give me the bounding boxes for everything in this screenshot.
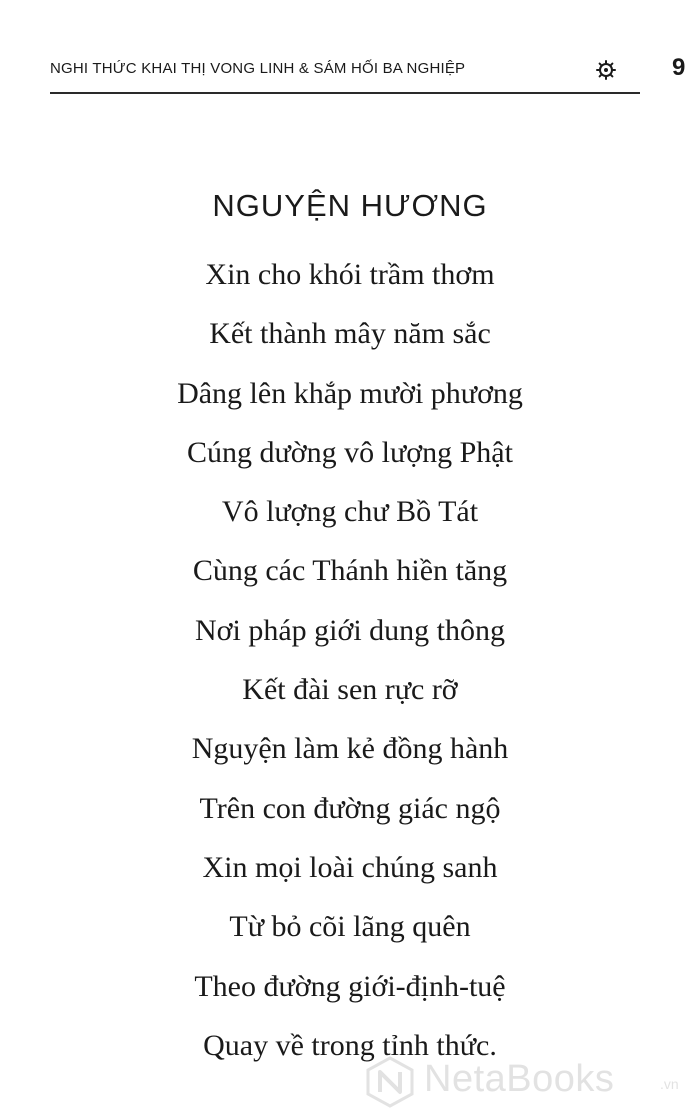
- poem-line: Kết đài sen rực rỡ: [242, 673, 458, 707]
- poem-line: Cùng các Thánh hiền tăng: [192, 554, 508, 588]
- running-header: [50, 54, 686, 94]
- page-number: 9: [672, 54, 686, 81]
- poem-title: NGUYỆN HƯƠNG: [212, 188, 488, 223]
- poem-line: Nơi pháp giới dung thông: [194, 613, 506, 647]
- poem-line: Trên con đường giác ngộ: [199, 791, 501, 825]
- poem-line: Từ bỏ cõi lãng quên: [229, 910, 471, 944]
- poem-line: Xin cho khói trầm thơm: [205, 258, 495, 291]
- watermark-suffix: .vn: [660, 1076, 679, 1092]
- netabooks-watermark: [364, 1052, 694, 1108]
- poem-line: Dâng lên khắp mười phương: [177, 376, 523, 410]
- header-title: NGHI THỨC KHAI THỊ VONG LINH & SÁM HỐI BA NGHIỆP: [50, 60, 466, 77]
- dharma-wheel-icon: [596, 60, 616, 80]
- poem-line: Quay về trong tỉnh thức.: [203, 1028, 497, 1062]
- poem-line: Theo đường giới-định-tuệ: [194, 969, 506, 1003]
- poem-line: Xin mọi loài chúng sanh: [202, 850, 498, 884]
- poem-line: Cúng dường vô lượng Phật: [187, 435, 513, 469]
- poem-line: Nguyện làm kẻ đồng hành: [191, 732, 509, 766]
- poem-line: Kết thành mây năm sắc: [209, 317, 491, 351]
- watermark-brand: NetaBooks: [424, 1058, 615, 1100]
- poem-body: [0, 252, 700, 1082]
- poem-line: Vô lượng chư Bồ Tát: [221, 495, 479, 529]
- netabooks-logo-icon: [364, 1056, 416, 1108]
